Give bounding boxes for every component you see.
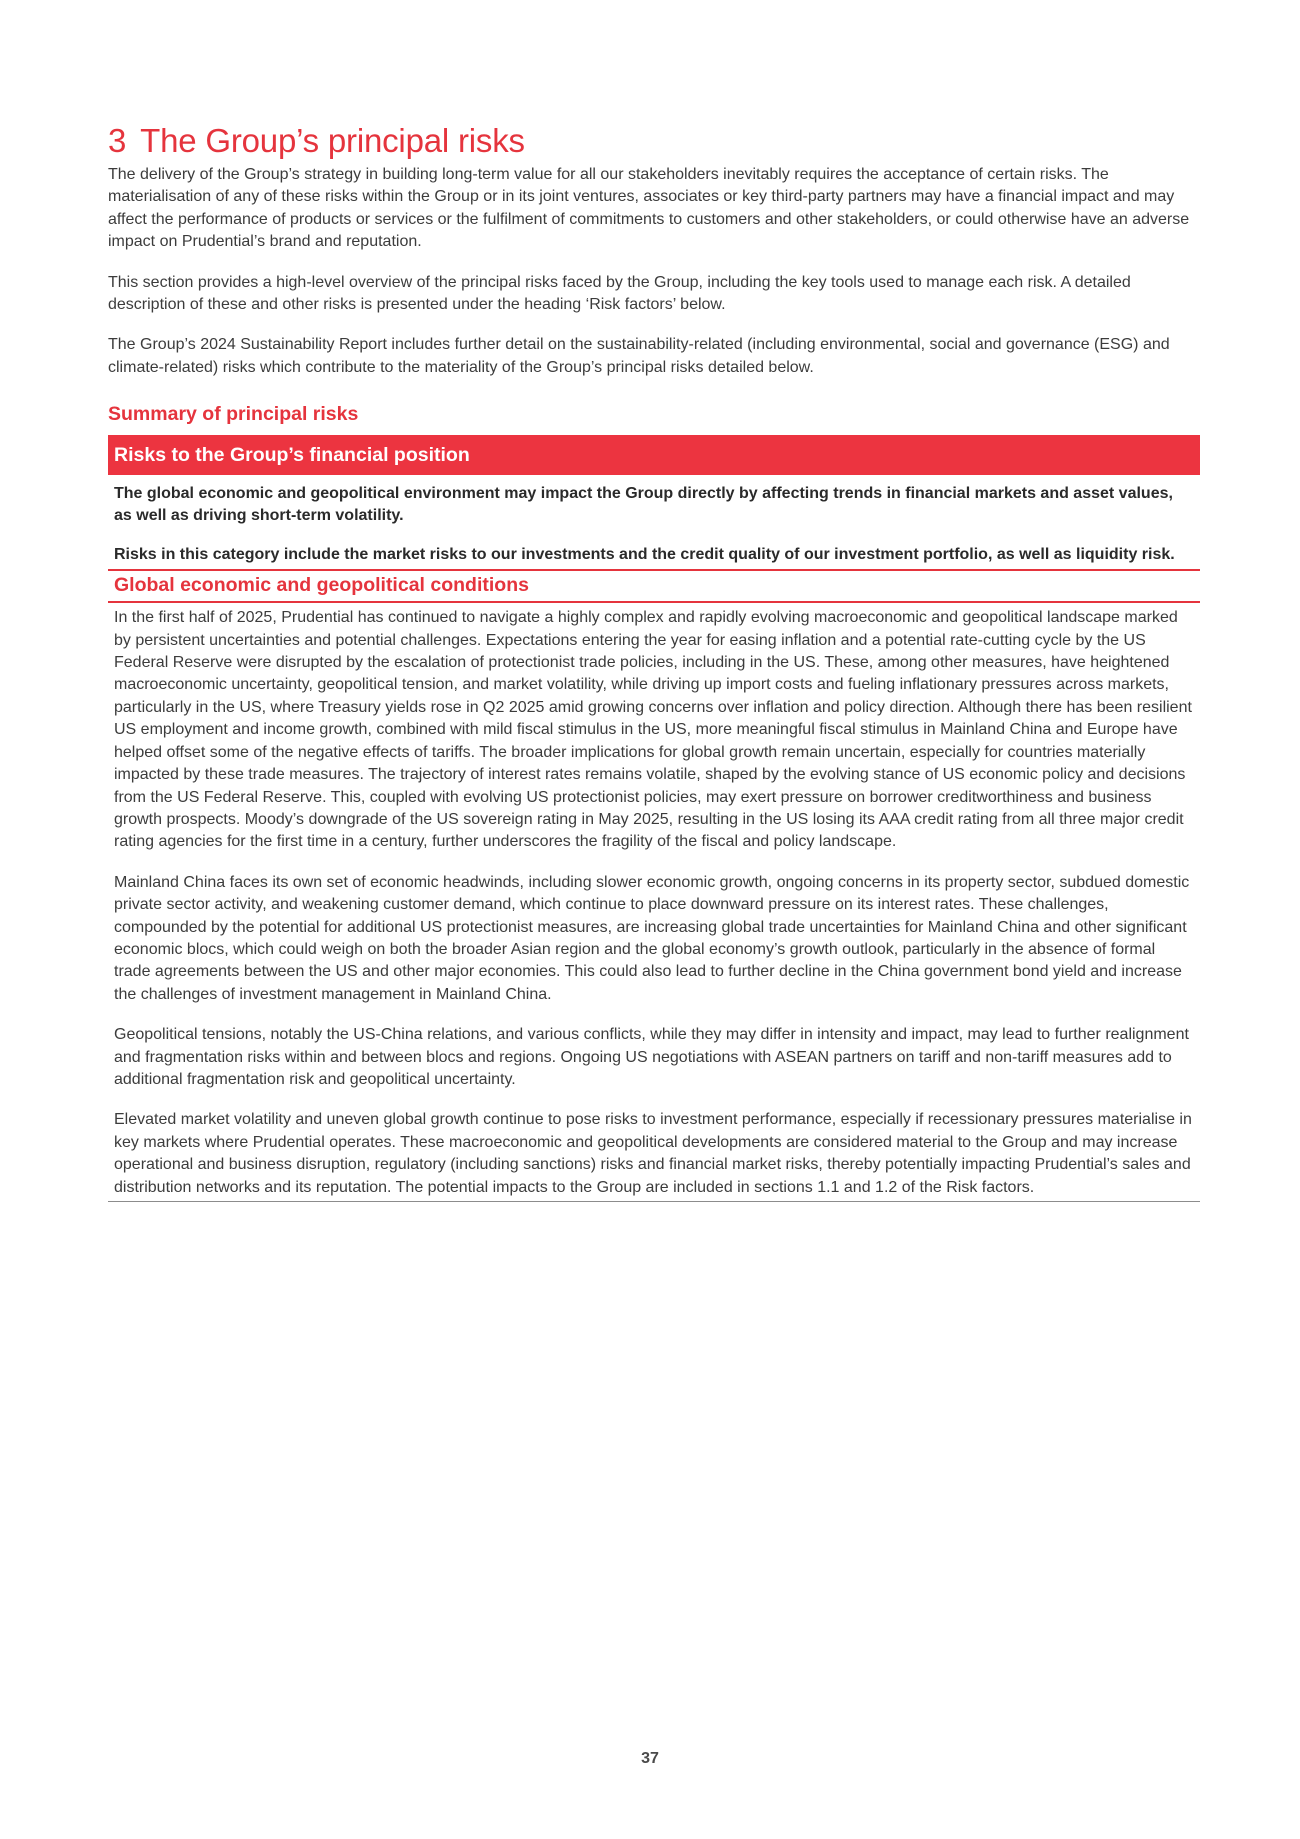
category-lead bbox=[108, 475, 1200, 566]
section-number: 3 bbox=[108, 122, 127, 159]
subsection-body bbox=[108, 603, 1200, 1202]
subsection-heading: Global economic and geopolitical conditions bbox=[108, 569, 1200, 603]
intro-paragraph: This section provides a high-level overview of the principal risks faced by the Group, including the key tools used to manage each risk. A detailed description of these and other risks is presented under the heading ‘Risk factors’ below. bbox=[108, 273, 1131, 314]
body-paragraph: Elevated market volatility and uneven global growth continue to pose risks to investment performance, especially if recessionary pressures materialise in key markets where Prudential operates. These macroeconomic and geopolitical developments are considered material to the Group and may increase operational and business disruption, regulatory (including sanctions) risks and financial market risks, thereby potentially impacting Prudential’s sales and distribution networks and its reputation. The potential impacts to the Group are included in sections 1.1 and 1.2 of the Risk factors. bbox=[114, 1111, 1192, 1196]
page-content bbox=[108, 118, 1200, 1202]
body-paragraph: Geopolitical tensions, notably the US-China relations, and various conflicts, while they may differ in intensity and impact, may lead to further realignment and fragmentation risks within and between blocs and regions. Ongoing US negotiations with ASEAN partners on tariff and non-tariff measures add to additional fragmentation risk and geopolitical uncertainty. bbox=[114, 1026, 1189, 1088]
intro-section bbox=[108, 164, 1200, 379]
intro-paragraph: The Group’s 2024 Sustainability Report includes further detail on the sustainability-related (including environmental, social and governance (ESG) and climate-related) risks which contribute to the materiality of the Group’s principal risks detailed below. bbox=[108, 336, 1170, 376]
summary-heading: Summary of principal risks bbox=[108, 403, 359, 426]
lead-paragraph: The global economic and geopolitical environment may impact the Group directly by affecting trends in financial markets and asset values, as well as driving short-term volatility. bbox=[114, 485, 1173, 525]
lead-paragraph: Risks in this category include the market risks to our investments and the credit quality of our investment portfolio, as well as liquidity risk. bbox=[114, 546, 1175, 564]
category-header-bar: Risks to the Group’s financial position bbox=[108, 435, 1200, 475]
page-title bbox=[108, 118, 1200, 164]
body-paragraph: In the first half of 2025, Prudential has continued to navigate a highly complex and rapidly evolving macroeconomic and geopolitical landscape marked by persistent uncertainties and potential challenges. Expectations entering the year for easing inflation and a potential rate-cutting cycle by the US Federal Reserve were disrupted by the escalation of protectionist trade policies, including in the US. These, among other measures, have heightened macroeconomic uncertainty, geopolitical tension, and market volatility, while driving up import costs and fueling inflationary pressures across markets, particularly in the US, where Treasury yields rose in Q2 2025 amid growing concerns over inflation and policy direction. Although there has been resilient US employment and income growth, combined with mild fiscal stimulus in the US, more meaningful fiscal stimulus in Mainland China and Europe have helped offset some of the negative effects of tariffs. The broader implications for global growth remain uncertain, especially for countries materially impacted by these trade measures. The trajectory of interest rates remains volatile, shaped by the evolving stance of US economic policy and decisions from the US Federal Reserve. This, coupled with evolving US protectionist policies, may exert pressure on borrower creditworthiness and business growth prospects. Moody’s downgrade of the US sovereign rating in May 2025, resulting in the US losing its AAA credit rating from all three major credit rating agencies for the first time in a century, further underscores the fragility of the fiscal and policy landscape. bbox=[114, 609, 1192, 851]
section-title: The Group’s principal risks bbox=[140, 122, 525, 159]
intro-paragraph: The delivery of the Group’s strategy in building long-term value for all our stakeholders inevitably requires the acceptance of certain risks. The materialisation of any of these risks within the Group or in its joint ventures, associates or key third-party partners may have a financial impact and may affect the performance of products or services or the fulfilment of commitments to customers and other stakeholders, or could otherwise have an adverse impact on Prudential’s brand and reputation. bbox=[108, 166, 1190, 251]
page-number: 37 bbox=[641, 1750, 659, 1767]
body-paragraph: Mainland China faces its own set of economic headwinds, including slower economic growth, ongoing concerns in its property sector, subdued domestic private sector activity, and weakening customer demand, which continue to place downward pressure on its interest rates. These challenges, compounded by the potential for additional US protectionist measures, are increasing global trade uncertainties for Mainland China and other significant economic blocs, which could weigh on both the broader Asian region and the global economy’s growth outlook, particularly in the absence of formal trade agreements between the US and other major economies. This could also lead to further decline in the China government bond yield and increase the challenges of investment management in Mainland China. bbox=[114, 873, 1190, 1003]
